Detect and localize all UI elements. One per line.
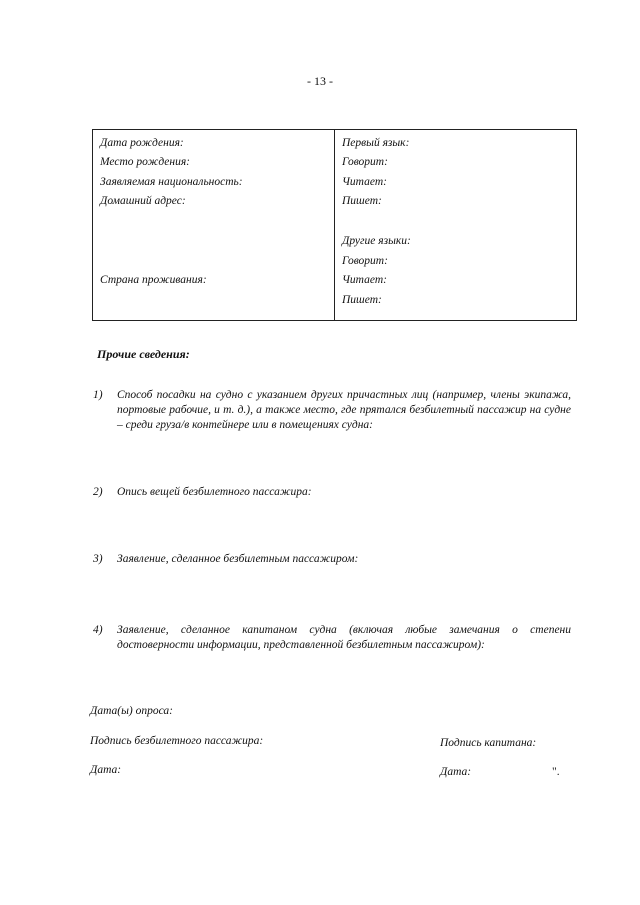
nationality-label: Заявляемая национальность:	[100, 176, 243, 188]
writes-label: Пишет:	[342, 294, 382, 306]
list-item	[93, 485, 571, 501]
personal-info-column	[93, 130, 335, 320]
item-text: Опись вещей безбилетного пассажира:	[117, 486, 312, 498]
page-number: - 13 -	[307, 74, 333, 88]
item-number: 1)	[93, 389, 103, 401]
date-label-left: Дата:	[90, 764, 122, 776]
list-item	[93, 552, 571, 568]
list-item	[93, 388, 571, 438]
other-languages-label: Другие языки:	[342, 235, 411, 247]
reads-label: Читает:	[342, 274, 387, 286]
date-label-right: Дата:	[440, 766, 472, 778]
item-number: 4)	[93, 624, 103, 636]
languages-column	[335, 130, 576, 320]
item-text: Способ посадки на судно с указанием других причастных лиц (например, члены экипажа, портовые рабочие, и т. д.), а также место, где прятался безбилетный пассажир на судне – среди груза/в контейнере или в помещениях судна:	[117, 389, 571, 431]
item-text: Заявление, сделанное безбилетным пассажиром:	[117, 553, 359, 565]
reads-label: Читает:	[342, 176, 387, 188]
speaks-label: Говорит:	[342, 255, 388, 267]
closing-quote-mark: ".	[552, 766, 560, 778]
item-number: 2)	[93, 486, 103, 498]
other-info-heading: Прочие сведения:	[97, 347, 190, 361]
birth-date-label: Дата рождения:	[100, 137, 184, 149]
interview-dates-label: Дата(ы) опроса:	[90, 705, 173, 717]
captain-signature-label: Подпись капитана:	[440, 737, 537, 749]
first-language-label: Первый язык:	[342, 137, 410, 149]
item-text: Заявление, сделанное капитаном судна (включая любые замечания о степени достоверности информации, представленной безбилетным пассажиром):	[117, 624, 571, 651]
stowaway-signature-label: Подпись безбилетного пассажира:	[90, 735, 264, 747]
birth-place-label: Место рождения:	[100, 156, 191, 168]
personal-info-table	[92, 129, 577, 321]
writes-label: Пишет:	[342, 195, 382, 207]
speaks-label: Говорит:	[342, 156, 388, 168]
country-of-residence-label: Страна проживания:	[100, 274, 207, 286]
home-address-label: Домашний адрес:	[100, 195, 186, 207]
item-number: 3)	[93, 553, 103, 565]
list-item	[93, 623, 571, 657]
